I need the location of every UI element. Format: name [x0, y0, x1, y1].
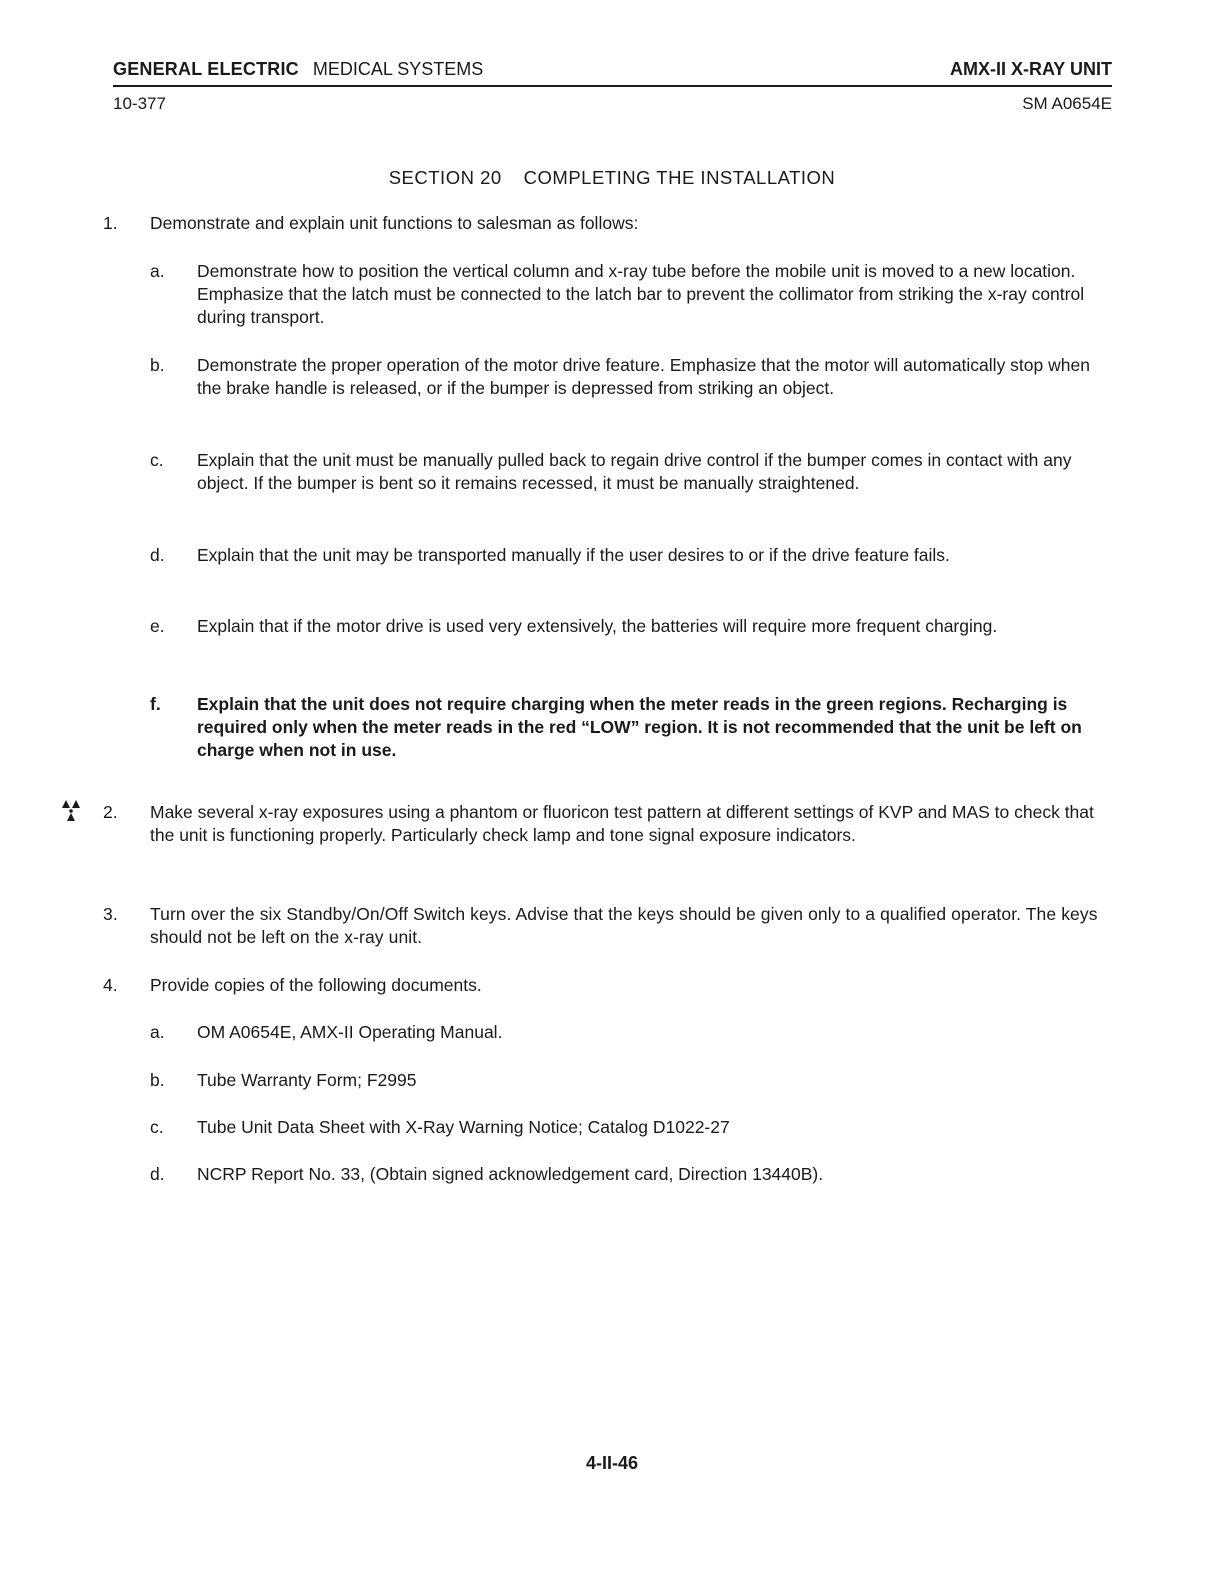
header-left: [113, 58, 483, 81]
header-manual-number: SM A0654E: [1022, 94, 1112, 113]
sub-item-letter: c.: [150, 450, 164, 470]
header-company: GENERAL ELECTRIC: [113, 59, 299, 79]
sub-item-text: Demonstrate how to position the vertical column and x-ray tube before the mobile unit is moved to a new location. Emphasize that the latch must be connected to the latch bar to prevent the collimator from striking the x-ray control during transport.: [197, 261, 1085, 327]
sub-item-text: Explain that the unit does not require charging when the meter reads in the green regions. Recharging is required only when the meter reads in the red “LOW” region. It is not recommended that the unit be left on charge when not in use.: [197, 694, 1082, 760]
header-bottom-row: [113, 92, 1112, 115]
item-text: Provide copies of the following documents.: [150, 975, 482, 995]
sub-item-letter: b.: [150, 355, 165, 375]
sub-item-letter: a.: [150, 261, 165, 281]
page-number: 4-II-46: [585, 1453, 639, 1473]
sub-item-text: Tube Warranty Form; F2995: [197, 1070, 417, 1090]
header-division: MEDICAL SYSTEMS: [312, 59, 484, 79]
sub-item-letter: b.: [150, 1070, 165, 1090]
sub-item-letter: d.: [150, 545, 165, 565]
item-number: 2.: [103, 802, 118, 822]
sub-item-letter: e.: [150, 616, 165, 636]
sub-item-text: Explain that if the motor drive is used very extensively, the batteries will require more frequent charging.: [197, 616, 998, 636]
section-heading: COMPLETING THE INSTALLATION: [523, 167, 836, 188]
sub-item-text: Explain that the unit may be transported manually if the user desires to or if the drive feature fails.: [197, 545, 950, 565]
sub-item-text: Tube Unit Data Sheet with X-Ray Warning Notice; Catalog D1022-27: [197, 1117, 730, 1137]
item-number: 1.: [103, 213, 118, 233]
item-text: Demonstrate and explain unit functions to salesman as follows:: [150, 213, 639, 233]
section-title: [0, 166, 1224, 189]
section-number: SECTION 20: [388, 167, 502, 188]
header-doc-number: 10-377: [113, 94, 166, 113]
sub-item-letter: f.: [150, 694, 161, 714]
sub-item-text: OM A0654E, AMX-II Operating Manual.: [197, 1022, 503, 1042]
sub-item-text: Explain that the unit must be manually pulled back to regain drive control if the bumper comes in contact with any object. If the bumper is bent so it remains recessed, it must be manually straightened.: [197, 450, 1072, 493]
sub-item-text: Demonstrate the proper operation of the motor drive feature. Emphasize that the motor will automatically stop when the brake handle is released, or if the bumper is depressed from striking an object.: [197, 355, 1090, 398]
item-text: Make several x-ray exposures using a phantom or fluoricon test pattern at different settings of KVP and MAS to check that the unit is functioning properly. Particularly check lamp and tone signal exposure indicators.: [150, 802, 1094, 845]
header-rule: [113, 85, 1112, 87]
sub-item-text: NCRP Report No. 33, (Obtain signed acknowledgement card, Direction 13440B).: [197, 1164, 824, 1184]
item-number: 4.: [103, 975, 118, 995]
sub-item-letter: a.: [150, 1022, 165, 1042]
item-text: Turn over the six Standby/On/Off Switch keys. Advise that the keys should be given only to a qualified operator. The keys should not be left on the x-ray unit.: [150, 904, 1098, 947]
sub-item-letter: c.: [150, 1117, 164, 1137]
item-number: 3.: [103, 904, 118, 924]
header-top-row: [113, 58, 1112, 81]
sub-item-letter: d.: [150, 1164, 165, 1184]
header-product: AMX-II X-RAY UNIT: [949, 59, 1112, 79]
radiation-warning-icon: [62, 800, 96, 826]
